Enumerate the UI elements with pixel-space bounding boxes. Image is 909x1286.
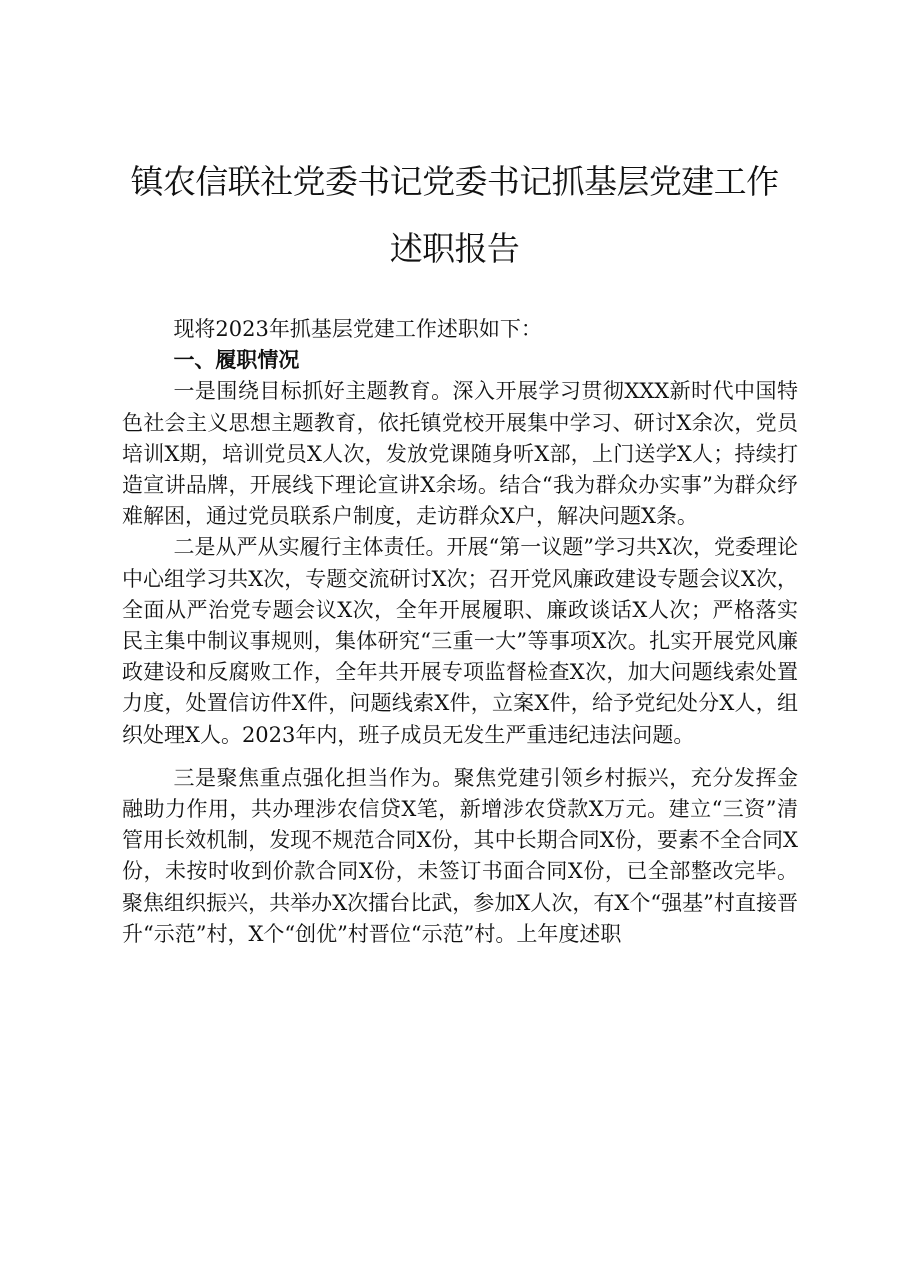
- paragraph-3: 三是聚焦重点强化担当作为。聚焦党建引领乡村振兴，充分发挥金融助力作用，共办理涉农信贷X笔，新增涉农贷款X万元。建立“三资”清管用长效机制，发现不规范合同X份，其中长期合同X份，要素不全合同X份，未按时收到价款合同X份，未签订书面合同X份，已全部整改完毕。聚焦组织振兴，共举办X次擂台比武，参加X人次，有X个“强基”村直接晋升“示范”村，X个“创优”村晋位“示范”村。上年度述职: [122, 765, 798, 946]
- paragraph-1: 一是围绕目标抓好主题教育。深入开展学习贯彻XXX新时代中国特色社会主义思想主题教育，依托镇党校开展集中学习、研讨X余次，党员培训X期，培训党员X人次，发放党课随身听X部，上门送学X人；持续打造宣讲品牌，开展线下理论宣讲X余场。结合“我为群众办实事”为群众纾难解困，通过党员联系户制度，走访群众X户，解决问题X条。: [122, 379, 798, 529]
- section-heading: 一、履职情况: [173, 348, 300, 373]
- document-body: [122, 314, 798, 950]
- intro-paragraph: 现将2023年抓基层党建工作述职如下：: [173, 317, 542, 341]
- paragraph-2: 二是从严从实履行主体责任。开展“第一议题”学习共X次，党委理论中心组学习共X次，专题交流研讨X次；召开党风廉政建设专题会议X次，全面从严治党专题会议X次，全年开展履职、廉政谈话X人次；严格落实民主集中制议事规则，集体研究“三重一大”等事项X次。扎实开展党风廉政建设和反腐败工作，全年共开展专项监督检查X次，加大问题线索处置力度，处置信访件X件，问题线索X件，立案X件，给予党纪处分X人，组织处理X人。2023年内，班子成员无发生严重违纪违法问题。: [122, 535, 798, 747]
- document-title-line-2: 述职报告: [389, 229, 520, 268]
- document-title-line-1: 镇农信联社党委书记党委书记抓基层党建工作: [130, 162, 779, 201]
